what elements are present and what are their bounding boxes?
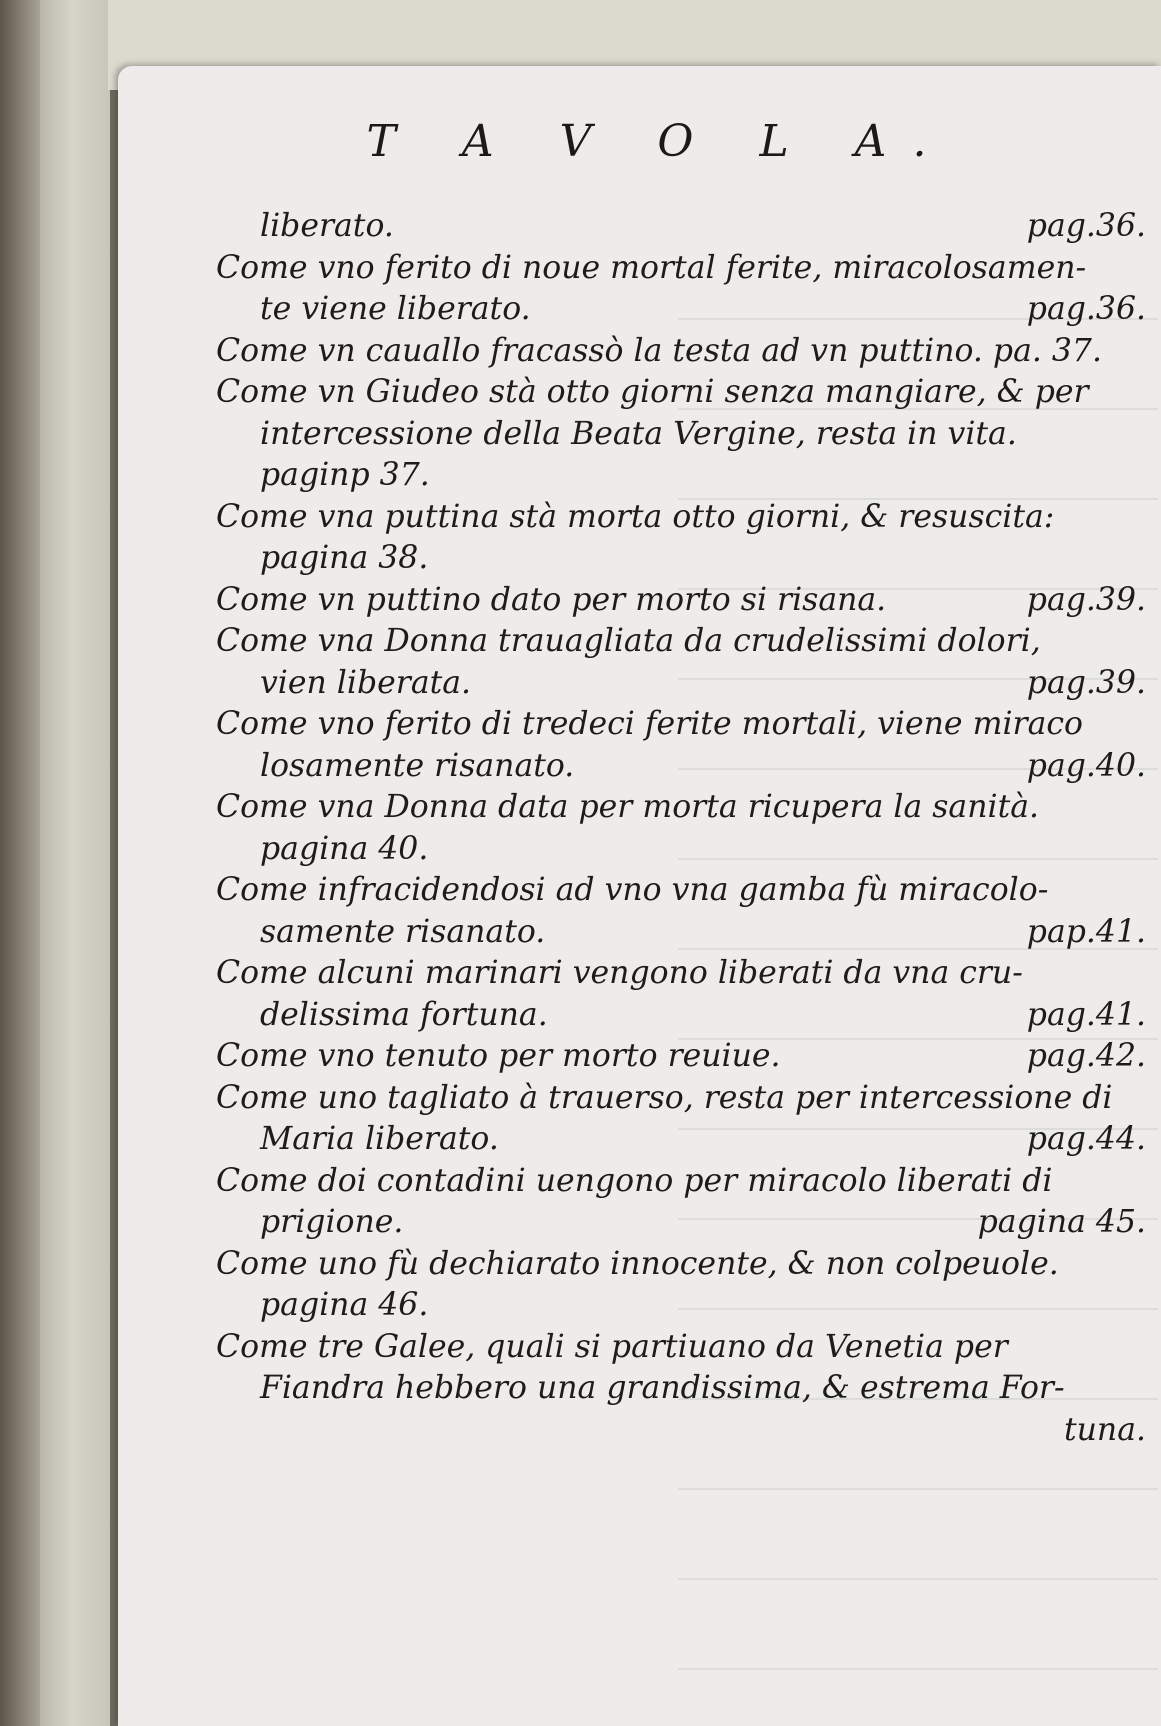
- toc-entry-line: [216, 1078, 1146, 1120]
- page-reference: pag.36.: [1026, 208, 1146, 244]
- toc-entry-text: samente risanato.: [260, 913, 546, 950]
- toc-entry-text: Come vna Donna trauagliata da crudelissimi dolori,: [216, 623, 1041, 659]
- toc-entry-text: delissima fortuna.: [260, 996, 548, 1033]
- page-reference: pag.42.: [1026, 1038, 1146, 1074]
- toc-entry-line: [216, 1036, 1146, 1078]
- toc-entry-text: Come vno ferito di tredeci ferite mortali, viene miraco: [216, 706, 1083, 742]
- book-page: [118, 66, 1161, 1726]
- toc-entry-line: [216, 331, 1146, 373]
- toc-entry-continuation: [216, 206, 1146, 248]
- toc-entry-text: Come vn cauallo fracassò la testa ad vn puttino.: [216, 332, 983, 369]
- toc-entry: [216, 372, 1146, 497]
- toc-entry: [216, 206, 1146, 248]
- page-reference: pag.40.: [1026, 747, 1146, 784]
- toc-entry-continuation: [216, 538, 1146, 580]
- toc-entry-text: Come vn Giudeo stà otto giorni senza mangiare, & per: [216, 374, 1089, 410]
- toc-entry-line: [216, 1161, 1146, 1203]
- toc-entry-text: pagina 38.: [260, 540, 429, 576]
- toc-entry-text: Come vna Donna data per morta ricupera la sanità.: [216, 789, 1040, 825]
- toc-entry: [216, 870, 1146, 953]
- toc-entry-line: [216, 704, 1146, 746]
- toc-entry-line: [216, 870, 1146, 912]
- toc-entry-text: liberato.: [260, 208, 394, 244]
- toc-entry-line: [216, 497, 1146, 539]
- book-spine: [40, 0, 110, 1726]
- toc-entry: [216, 1410, 1146, 1452]
- toc-entry-text: Come vn puttino dato per morto si risana.: [216, 581, 887, 618]
- page-reference: pag.36.: [1026, 291, 1146, 327]
- toc-entry-continuation: [216, 455, 1146, 497]
- toc-entry: [216, 787, 1146, 870]
- toc-entry-text: paginp 37.: [260, 457, 430, 493]
- toc-entry-line: [216, 1327, 1146, 1369]
- toc-entry-text: losamente risanato.: [260, 747, 575, 784]
- toc-entry-continuation: [216, 1119, 1146, 1161]
- toc-entry-line: [216, 248, 1146, 290]
- page-reference: pag.44.: [1026, 1121, 1146, 1157]
- toc-entry: [216, 497, 1146, 580]
- toc-entry-continuation: [216, 912, 1146, 954]
- toc-entry-text: Come alcuni marinari vengono liberati da vna cru-: [216, 955, 1023, 991]
- toc-entry-line: [216, 372, 1146, 414]
- toc-entry-text: Come tre Galee, quali si partiuano da Venetia per: [216, 1328, 1008, 1365]
- toc-entry-continuation: [216, 1368, 1146, 1410]
- toc-entry-text: Maria liberato.: [260, 1121, 499, 1157]
- page-reference: pagina 45.: [977, 1204, 1146, 1240]
- page-reference: pap.41.: [1026, 913, 1146, 950]
- page-reference: pag.39.: [1026, 581, 1146, 618]
- page-header: T A V O L A.: [366, 116, 953, 167]
- toc-entry-continuation: [216, 1285, 1146, 1327]
- toc-entry: [216, 1327, 1146, 1410]
- toc-entry-continuation: [216, 746, 1146, 788]
- toc-entry-continuation: [216, 1202, 1146, 1244]
- toc-entry-text: prigione.: [260, 1204, 404, 1240]
- toc-entry: [216, 1244, 1146, 1327]
- page-reference: pag.41.: [1026, 996, 1146, 1033]
- toc-entry-line: [216, 580, 1146, 622]
- toc-entry-text: vien liberata.: [260, 664, 472, 701]
- toc-entry-continuation: [216, 829, 1146, 871]
- toc-entry-continuation: [216, 414, 1146, 456]
- toc-entry-text: pagina 40.: [260, 830, 429, 867]
- page-reference: tuna.: [1063, 1411, 1146, 1448]
- toc-entry-line: [216, 953, 1146, 995]
- toc-entry-text: Come doi contadini uengono per miracolo liberati di: [216, 1162, 1053, 1199]
- toc-entry-continuation: [216, 995, 1146, 1037]
- toc-entry: [216, 1036, 1146, 1078]
- toc-entry: [216, 580, 1146, 622]
- toc-entry-line: [216, 621, 1146, 663]
- toc-entry: [216, 953, 1146, 1036]
- toc-entry-continuation: [216, 663, 1146, 705]
- toc-entry: [216, 248, 1146, 331]
- page-reference: pag.39.: [1026, 664, 1146, 701]
- toc-entry-text: te viene liberato.: [260, 291, 531, 327]
- toc-entry: [216, 1161, 1146, 1244]
- page-reference: pa. 37.: [992, 332, 1102, 369]
- toc-entry-line: [216, 1410, 1146, 1452]
- toc-entry-continuation: [216, 289, 1146, 331]
- book-edge-shadow: [0, 0, 40, 1726]
- toc-entry-text: Come infracidendosi ad vno vna gamba fù miracolo-: [216, 872, 1049, 908]
- toc-entry: [216, 621, 1146, 704]
- table-of-contents: [216, 206, 1146, 1451]
- toc-entry-text: intercessione della Beata Vergine, resta in vita.: [260, 415, 1017, 452]
- toc-entry: [216, 704, 1146, 787]
- toc-entry: [216, 1078, 1146, 1161]
- toc-entry-line: [216, 1244, 1146, 1286]
- toc-entry-text: Fiandra hebbero una grandissima, & estrema For-: [260, 1370, 1065, 1406]
- toc-entry-text: Come uno fù dechiarato innocente, & non colpeuole.: [216, 1245, 1059, 1282]
- toc-entry-text: Come vno ferito di noue mortal ferite, miracolosamen-: [216, 249, 1087, 286]
- toc-entry-text: Come uno tagliato à trauerso, resta per intercessione di: [216, 1079, 1113, 1116]
- toc-entry-text: Come vna puttina stà morta otto giorni, & resuscita:: [216, 498, 1055, 535]
- toc-entry-line: [216, 787, 1146, 829]
- toc-entry-text: Come vno tenuto per morto reuiue.: [216, 1038, 781, 1074]
- toc-entry: [216, 331, 1146, 373]
- toc-entry-text: pagina 46.: [260, 1287, 429, 1323]
